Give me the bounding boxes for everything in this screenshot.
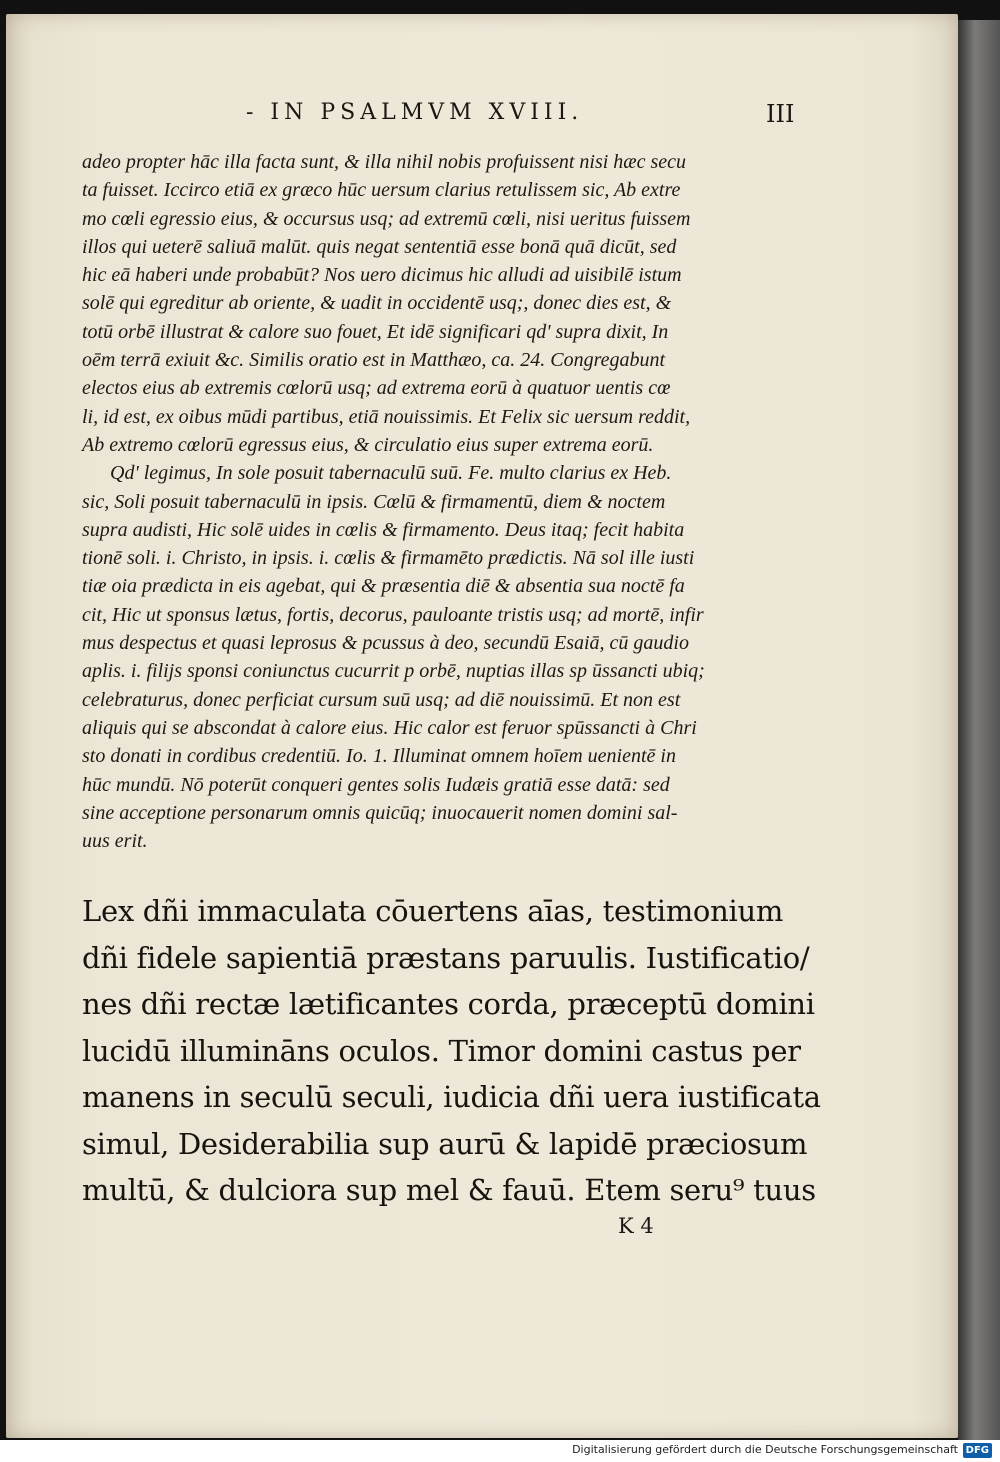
commentary-line: Qd' legimus, In sole posuit tabernaculū suū. Fe. multo clarius ex Heb.	[110, 462, 672, 485]
commentary-line: supra audisti, Hic solē uides in cœlis & firmamento. Deus itaq; fecit habita	[82, 518, 685, 541]
psalm-line: nes dñi rectæ lætificantes corda, præceptū domini	[82, 987, 815, 1021]
commentary-line: illos qui ueterē saliuā malūt. quis negat sententiā esse bonā quā dicūt, sed	[82, 235, 677, 258]
psalm-line: lucidū illumināns oculos. Timor domini castus per	[82, 1033, 801, 1068]
commentary-line: aplis. i. filijs sponsi coniunctus cucurrit p orbē, nuptias illas sp ūssancti ubiq;	[82, 660, 705, 683]
commentary-line: uus erit.	[82, 830, 148, 853]
commentary-line: aliquis qui se abscondat à calore eius. Hic calor est feruor spūssancti à Chri	[82, 716, 697, 739]
funding-credit: Digitalisierung gefördert durch die Deutsche Forschungsgemeinschaft	[572, 1443, 958, 1456]
commentary-line: mo cœli egressio eius, & occursus usq; ad extremū cœli, nisi ueritus fuissem	[82, 207, 691, 230]
psalm-text-block	[82, 888, 821, 1214]
commentary-line: hūc mundū. Nō poterūt conqueri gentes solis Iudæis gratiā esse datā: sed	[82, 773, 670, 796]
commentary-line: Ab extremo cœlorū egressus eius, & circulatio eius super extrema eorū.	[82, 433, 654, 456]
commentary-line: solē qui egreditur ab oriente, & uadit in occidentē usq;, donec dies est, &	[82, 292, 672, 315]
commentary-line: li, id est, ex oibus mūdi partibus, etiā nouissimis. Et Felix sic uersum reddit,	[82, 405, 691, 428]
commentary-line: celebraturus, donec perficiat cursum suū usq; ad diē nouissimū. Et non est	[82, 688, 681, 711]
scan-edge-shadow	[958, 20, 1000, 1440]
commentary-line: ta fuisset. Iccirco etiā ex græco hūc uersum clarius retulissem sic, Ab extre	[82, 179, 681, 202]
commentary-line: mus despectus et quasi leprosus & pcussus à deo, secundū Esaiā, cū gaudio	[82, 632, 689, 655]
commentary-line: electos eius ab extremis cœlorū usq; ad extrema eorū à quatuor uentis cœ	[82, 377, 671, 400]
commentary-line: cit, Hic ut sponsus lætus, fortis, decorus, pauloante tristis usq; ad mortē, infir	[82, 603, 704, 626]
commentary-line: totū orbē illustrat & calore suo fouet, Et idē significari qd' supra dixit, In	[82, 320, 669, 343]
commentary-line: tionē soli. i. Christo, in ipsis. i. cœlis & firmamēto prædictis. Nā sol ille iusti	[82, 547, 695, 570]
running-head: - IN PSALMVM XVIII.	[246, 100, 584, 125]
commentary-line: oēm terrā exiuit &c. Similis oratio est in Matthæo, ca. 24. Congregabunt	[82, 349, 666, 372]
commentary-line: sic, Soli posuit tabernaculū in ipsis. Cœlū & firmamentū, diem & noctem	[82, 490, 666, 513]
signature-mark: K 4	[618, 1214, 654, 1238]
commentary-line: sine acceptione personarum omnis quicūq; inuocauerit nomen domini sal-	[82, 801, 678, 824]
commentary-block	[82, 148, 742, 855]
psalm-line: manens in seculū seculi, iudicia dñi uera iustificata	[82, 1080, 821, 1114]
psalm-line: simul, Desiderabilia sup aurū & lapidē præciosum	[82, 1126, 808, 1161]
psalm-line: multū, & dulciora sup mel & fauū. Etem seru⁹ tuus	[82, 1173, 816, 1207]
dfg-logo: DFG	[963, 1443, 992, 1458]
psalm-line: Lex dñi immaculata cōuertens aīas, testimonium	[82, 894, 784, 928]
book-page	[6, 14, 958, 1438]
commentary-line: hic eā haberi unde probabūt? Nos uero dicimus hic alludi ad uisibilē istum	[82, 264, 682, 287]
footer-bar	[0, 1440, 1000, 1462]
folio-number: III	[766, 100, 795, 128]
commentary-line: tiæ oia prædicta in eis agebat, qui & præsentia diē & absentia sua noctē fa	[82, 575, 685, 598]
commentary-line: adeo propter hāc illa facta sunt, & illa nihil nobis profuissent nisi hæc secu	[82, 151, 687, 173]
psalm-line: dñi fidele sapientiā præstans paruulis. Iustificatio/	[82, 940, 810, 975]
commentary-line: sto donati in cordibus credentiū. Io. 1. Illuminat omnem hoīem uenientē in	[82, 745, 676, 768]
